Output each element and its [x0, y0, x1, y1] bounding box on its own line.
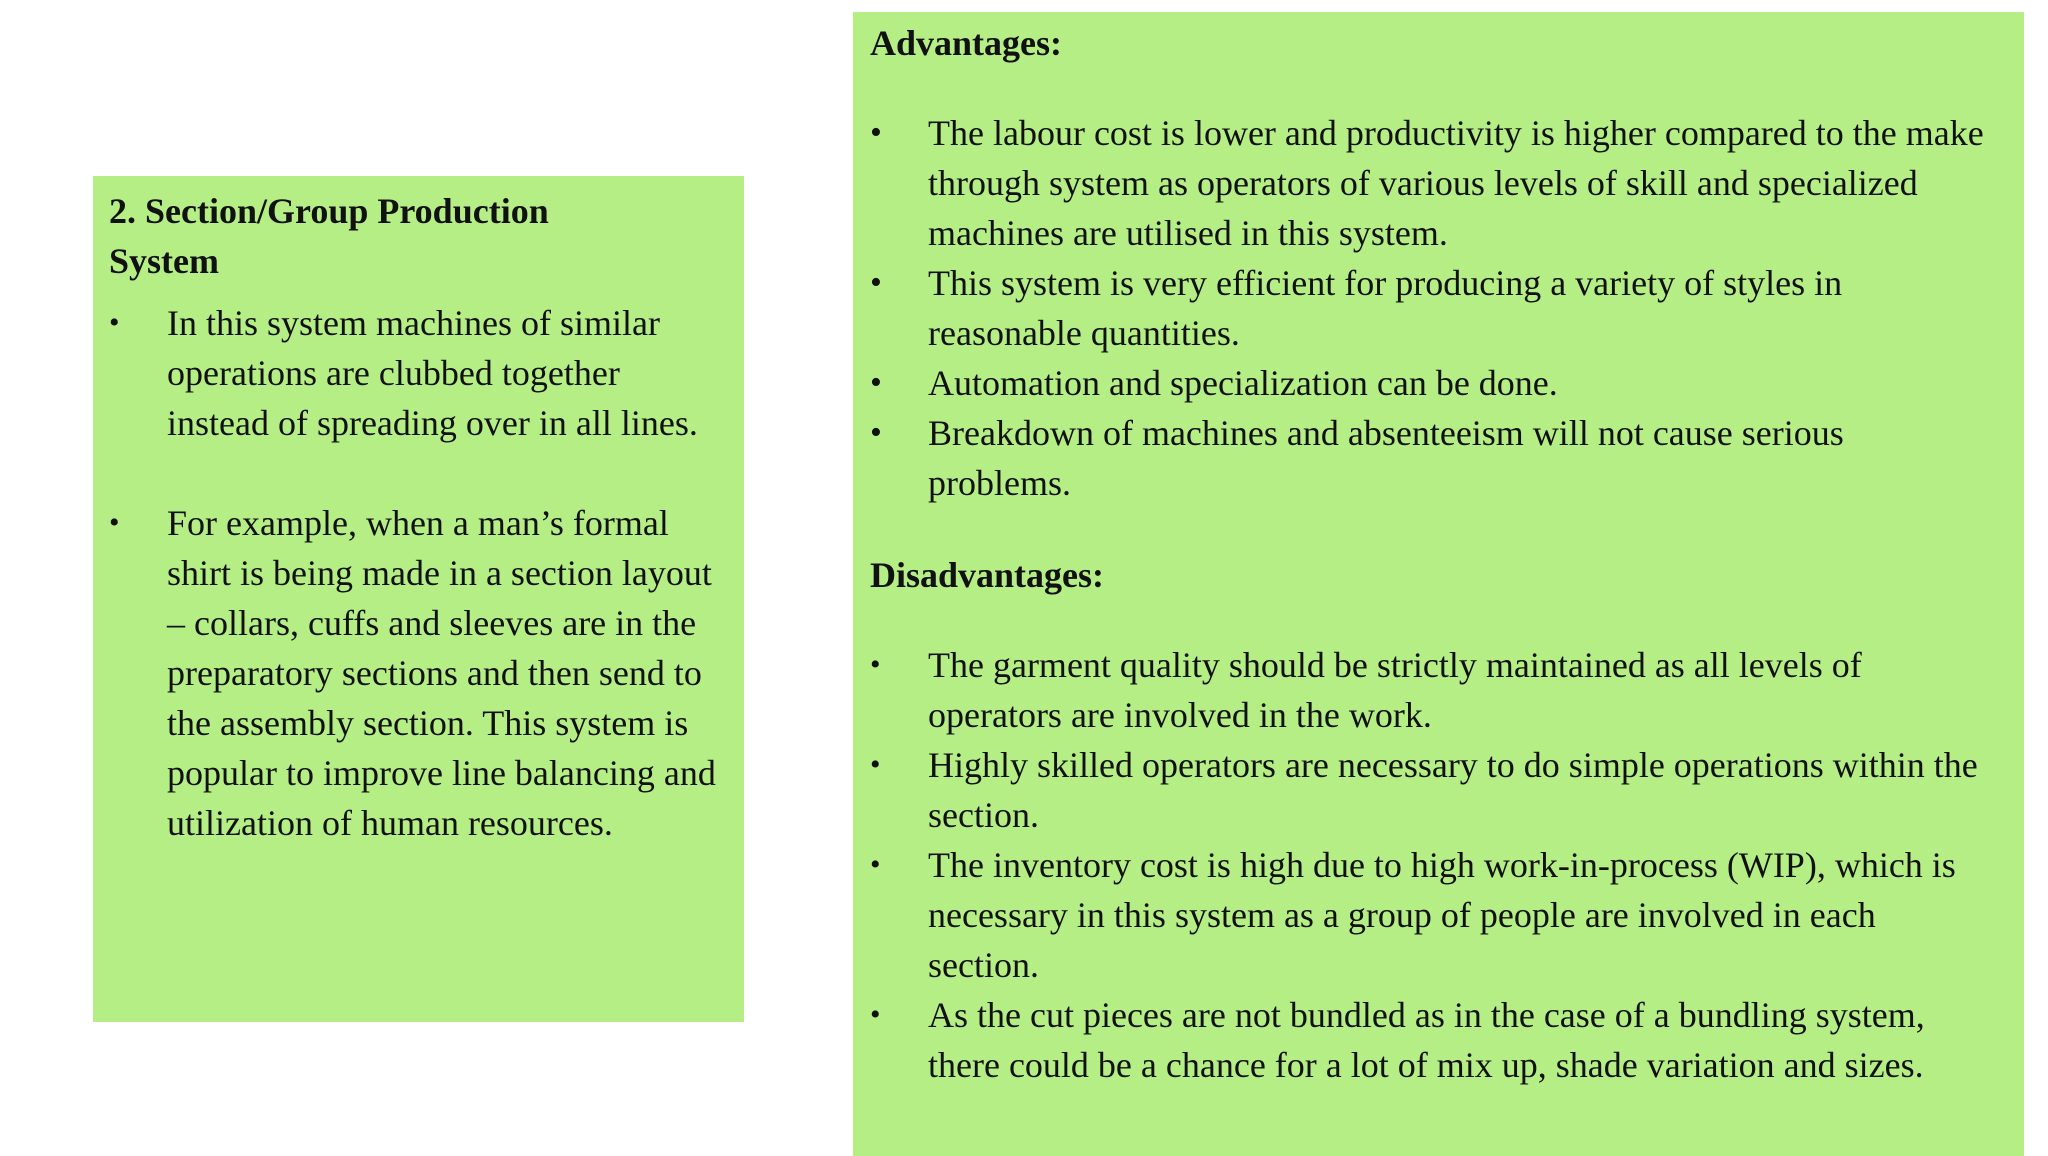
bullet-icon: • [109, 506, 120, 539]
bullet-icon: • [870, 264, 882, 301]
list-item [870, 840, 1984, 990]
list-item-text: As the cut pieces are not bundled as in the case of a bundling system, there could be a chance for a lot of mix up, shade variation and sizes. [928, 995, 1925, 1085]
list-item [870, 408, 1984, 508]
list-item-text: The garment quality should be strictly maintained as all levels of operators are involved in the work. [928, 645, 1862, 735]
section-production-title: 2. Section/Group Production System [109, 191, 549, 281]
bullet-icon: • [870, 414, 882, 451]
list-item [870, 258, 1984, 358]
list-item-text: The inventory cost is high due to high work-in-process (WIP), which is necessary in this system as a group of people are involved in each section. [928, 845, 1956, 985]
list-item-text: Automation and specialization can be done. [928, 363, 1558, 403]
bullet-icon: • [870, 648, 881, 681]
advantages-list [870, 108, 1984, 508]
list-item [870, 358, 1984, 408]
list-item [870, 108, 1984, 258]
bullet-icon: • [870, 848, 881, 881]
bullet-icon: • [870, 364, 882, 401]
disadvantages-heading: Disadvantages: [870, 555, 1105, 595]
list-item-text: For example, when a man’s formal shirt is being made in a section layout – collars, cuffs and sleeves are in the preparatory sections and then send to the assembly section. This system is popular to improve line balancing and utilization of human resources. [167, 503, 716, 843]
bullet-icon: • [870, 114, 882, 151]
list-item-text: In this system machines of similar operations are clubbed together instead of spreading over in all lines. [167, 303, 698, 443]
list-item [870, 640, 1984, 740]
section-production-list [109, 298, 726, 848]
advantages-heading: Advantages: [870, 23, 1063, 63]
list-item-text: This system is very efficient for producing a variety of styles in reasonable quantities. [928, 263, 1843, 353]
section-production-panel [93, 176, 744, 1022]
bullet-icon: • [870, 998, 881, 1031]
list-item-text: Breakdown of machines and absenteeism will not cause serious problems. [928, 413, 1844, 503]
list-item [870, 990, 1984, 1090]
bullet-icon: • [870, 748, 881, 781]
list-item-text: The labour cost is lower and productivity is higher compared to the make through system as operators of various levels of skill and specialized machines are utilised in this system. [928, 113, 1984, 253]
disadvantages-list [870, 640, 1984, 1090]
list-item-text: Highly skilled operators are necessary to do simple operations within the section. [928, 745, 1978, 835]
list-item [109, 498, 726, 848]
list-item [109, 298, 726, 448]
list-item [870, 740, 1984, 840]
advantages-disadvantages-panel [853, 12, 2024, 1156]
bullet-icon: • [109, 306, 120, 339]
